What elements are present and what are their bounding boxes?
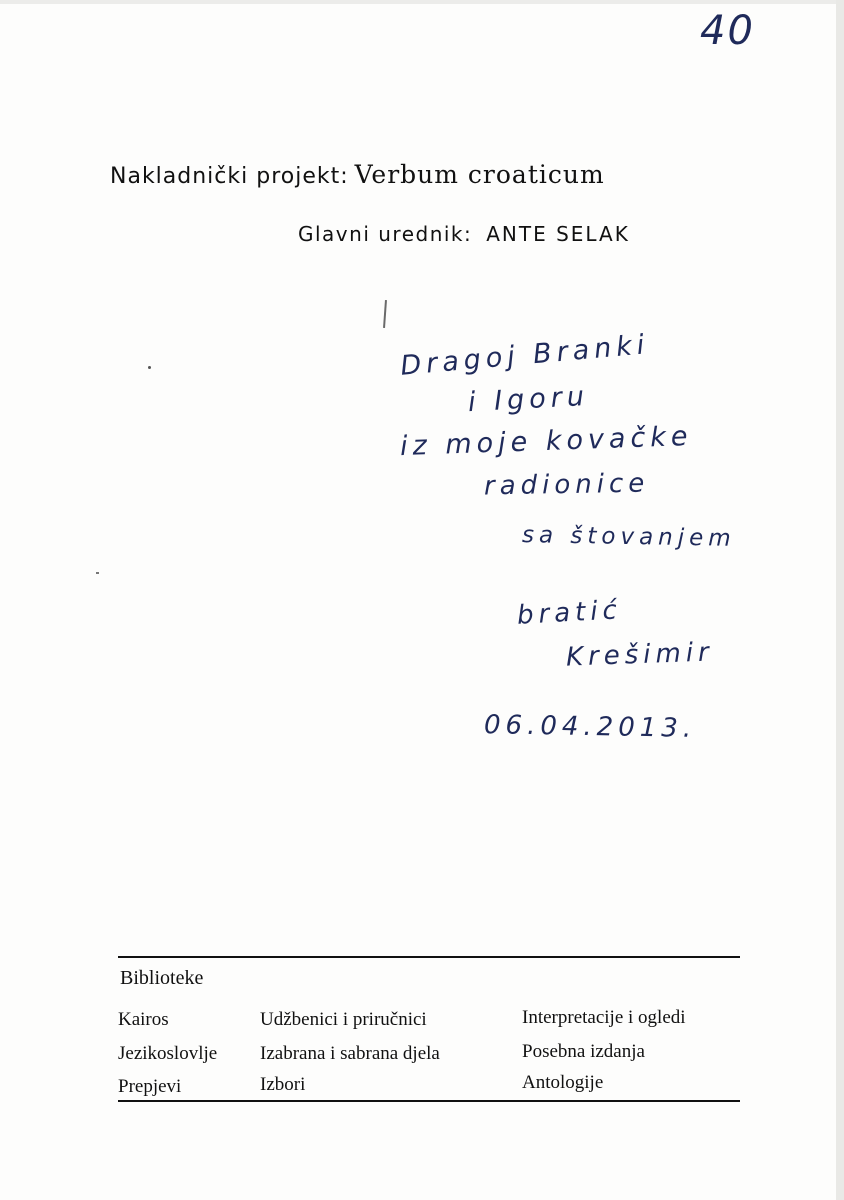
dedication-line: i Igoru — [467, 380, 590, 419]
divider-bottom — [118, 1100, 740, 1102]
paper-speck — [96, 572, 99, 574]
libraries-title: Biblioteke — [120, 967, 204, 989]
library-item: Kairos — [118, 1009, 169, 1030]
dedication-line: Dragoj Branki — [399, 329, 651, 382]
paper-crease-mark — [383, 300, 387, 328]
library-item: Izabrana i sabrana djela — [260, 1043, 440, 1064]
chief-editor-line — [298, 222, 630, 246]
dedication-date: 06.04.2013. — [483, 710, 697, 744]
signature-line: Krešimir — [565, 637, 715, 673]
library-item: Prepjevi — [118, 1076, 182, 1097]
editor-label: Glavni urednik: — [298, 222, 473, 246]
signature-line: bratić — [516, 595, 623, 631]
dedication-line: sa štovanjem — [521, 522, 736, 552]
editor-value: ANTE SELAK — [486, 222, 630, 246]
page-edge-top — [0, 0, 844, 4]
project-value: Verbum croaticum — [354, 160, 605, 189]
dedication-line: radionice — [483, 468, 650, 502]
dedication-line: iz moje kovačke — [399, 420, 693, 463]
handwritten-page-number: 40 — [700, 8, 755, 54]
divider-top — [118, 956, 740, 958]
publishing-project-line — [110, 160, 730, 189]
project-label: Nakladnički projekt: — [110, 164, 349, 189]
page-edge-right — [836, 0, 844, 1200]
library-item: Jezikoslovlje — [118, 1043, 218, 1064]
library-item: Udžbenici i priručnici — [260, 1009, 427, 1030]
library-item: Posebna izdanja — [522, 1041, 645, 1062]
library-item: Interpretacije i ogledi — [522, 1007, 686, 1028]
library-item: Antologije — [522, 1072, 604, 1093]
library-item: Izbori — [260, 1074, 306, 1095]
paper-speck — [148, 366, 151, 369]
